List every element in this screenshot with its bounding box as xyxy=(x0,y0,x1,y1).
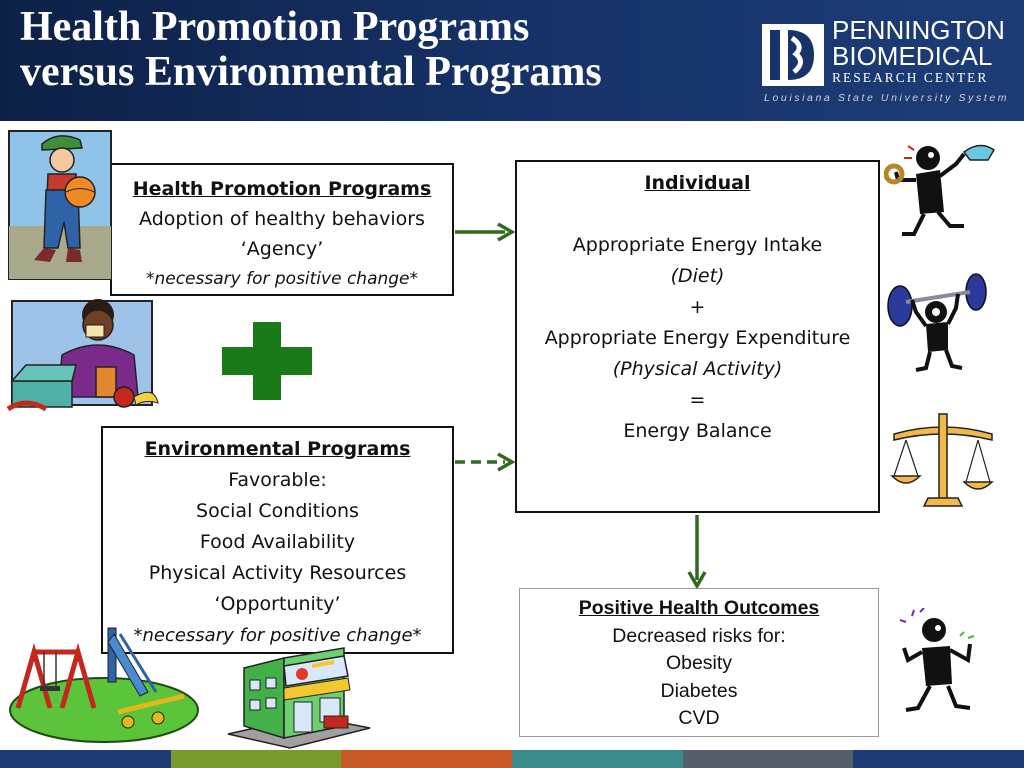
individual-line-1: Appropriate Energy Intake xyxy=(572,234,823,256)
logo-line-2: BIOMEDICAL xyxy=(832,41,993,71)
boy-with-ball-clipart xyxy=(8,130,112,280)
environmental-programs-box xyxy=(101,426,454,654)
health-promotion-box xyxy=(110,163,454,296)
individual-line-3: + xyxy=(689,296,706,318)
footer-segment-6 xyxy=(853,750,1024,768)
title-line-2: versus Environmental Programs xyxy=(20,49,602,95)
individual-line-6: = xyxy=(689,389,706,411)
footer-color-bar xyxy=(0,750,1024,768)
man-eating-lunch-clipart xyxy=(6,285,160,425)
agency-arrow xyxy=(455,224,512,240)
logo-line-3: RESEARCH CENTER xyxy=(832,70,989,85)
balance-scale-icon xyxy=(890,410,996,514)
green-plus-icon xyxy=(222,322,312,400)
individual-line-5: (Physical Activity) xyxy=(612,358,783,380)
outcomes-heading: Positive Health Outcomes xyxy=(578,597,820,619)
environmental-line-5: ‘Opportunity’ xyxy=(214,593,341,615)
environmental-note: *necessary for positive change* xyxy=(133,625,422,646)
health-promotion-heading: Health Promotion Programs xyxy=(132,178,432,200)
logo-tagline: Louisiana State University System xyxy=(764,92,1010,104)
grocery-store-clipart xyxy=(224,640,372,750)
individual-box xyxy=(515,160,880,513)
stick-figure-weightlifting-icon xyxy=(886,272,990,374)
environmental-line-3: Food Availability xyxy=(199,531,356,553)
environmental-heading: Environmental Programs xyxy=(144,438,411,460)
playground-clipart xyxy=(8,622,200,744)
individual-heading: Individual xyxy=(644,172,751,194)
outcomes-line-1: Decreased risks for: xyxy=(612,624,786,647)
outcome-arrow xyxy=(689,515,705,586)
environmental-line-2: Social Conditions xyxy=(196,500,359,522)
footer-segment-2 xyxy=(171,750,342,768)
title-line-1: Health Promotion Programs xyxy=(20,4,530,50)
outcomes-line-4: CVD xyxy=(678,707,720,729)
stick-figure-eating-icon xyxy=(884,140,1000,238)
health-promotion-note: *necessary for positive change* xyxy=(145,269,419,289)
health-promotion-line-1: Adoption of healthy behaviors xyxy=(139,208,425,230)
stick-figure-flexing-icon xyxy=(898,608,982,714)
logo-line-1: PENNINGTON xyxy=(832,15,1005,45)
environmental-line-1: Favorable: xyxy=(228,469,327,491)
environmental-line-4: Physical Activity Resources xyxy=(148,562,407,584)
individual-line-7: Energy Balance xyxy=(623,420,772,442)
individual-line-4: Appropriate Energy Expenditure xyxy=(544,327,851,349)
health-outcomes-box xyxy=(519,588,879,737)
outcomes-line-3: Diabetes xyxy=(660,679,738,702)
health-promotion-line-2: ‘Agency’ xyxy=(240,238,324,260)
outcomes-line-2: Obesity xyxy=(665,652,733,674)
opportunity-dashed-arrow xyxy=(455,454,512,470)
footer-segment-4 xyxy=(512,750,683,768)
individual-spacer xyxy=(517,199,878,230)
individual-line-2: (Diet) xyxy=(670,265,725,287)
footer-segment-1 xyxy=(0,750,171,768)
footer-segment-5 xyxy=(683,750,854,768)
footer-segment-3 xyxy=(341,750,512,768)
